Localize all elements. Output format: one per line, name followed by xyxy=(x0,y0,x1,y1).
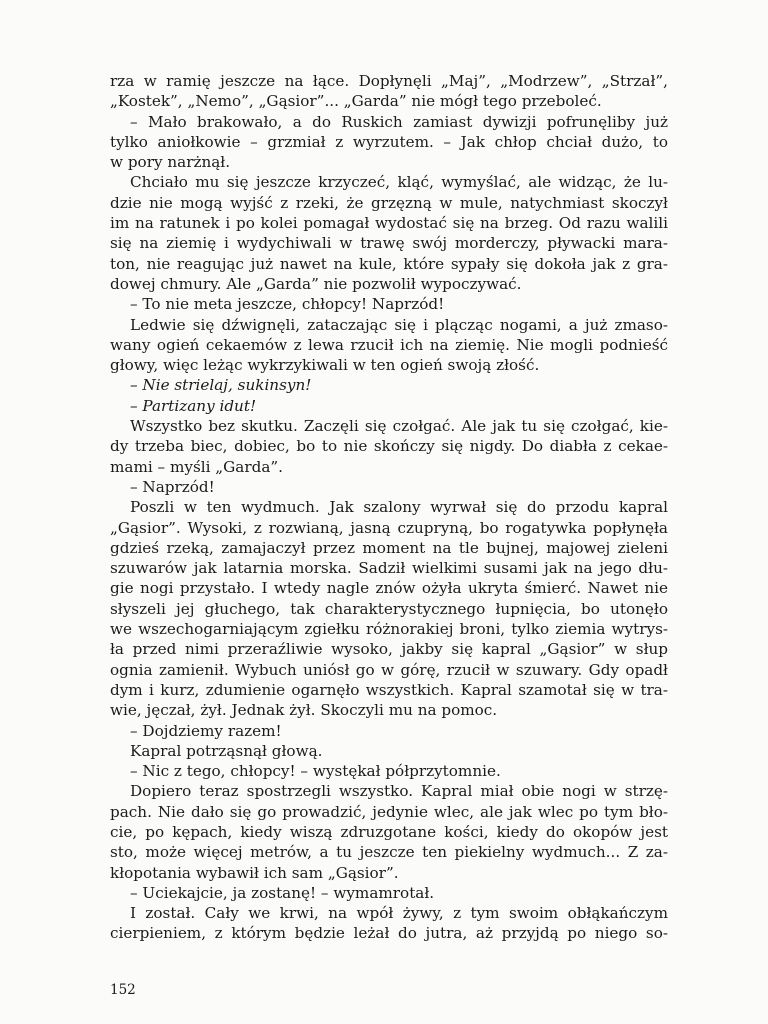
text-line: się na ziemię i wydychiwali w trawę swój morderczy, pływacki mara- xyxy=(110,234,668,253)
text-line: Chciało mu się jeszcze krzyczeć, kląć, wymyślać, ale widząc, że lu- xyxy=(130,173,668,192)
text-line: gie nogi przystało. I wtedy nagle znów ożyła ukryta śmierć. Nawet nie xyxy=(110,579,668,598)
text-line: – Uciekajcie, ja zostanę! – wymamrotał. xyxy=(130,883,435,902)
text-line: ła przed nimi przeraźliwie wysoko, jakby się kapral „Gąsior” w słup xyxy=(110,640,668,659)
text-line: „Kostek”, „Nemo”, „Gąsior”... „Garda” nie mógł tego przeboleć. xyxy=(110,92,602,111)
text-line: głowy, więc leżąc wykrzykiwali w ten ogień swoją złość. xyxy=(110,356,540,375)
text-line: ton, nie reagując już nawet na kule, które sypały się dokoła jak z gra- xyxy=(110,254,668,273)
text-line: cierpieniem, z którym będzie leżał do jutra, aż przyjdą po niego so- xyxy=(110,924,668,943)
text-line: ognia zamienił. Wybuch uniósł go w górę, rzucił w szuwary. Gdy opadł xyxy=(110,660,668,679)
text-line: słyszeli jej głuchego, tak charakterystycznego łupnięcia, bo utonęło xyxy=(110,599,668,618)
text-line: – Mało brakowało, a do Ruskich zamiast dywizji pofrunęliby już xyxy=(130,112,668,131)
text-line: Ledwie się dźwignęli, zataczając się i plącząc nogami, a już zmaso- xyxy=(130,315,668,334)
body-text xyxy=(110,71,668,944)
text-line: gdzieś rzeką, zamajaczył przez moment na tle bujnej, majowej zieleni xyxy=(110,538,668,557)
text-line: Kapral potrząsnął głową. xyxy=(130,741,323,760)
text-line: dzie nie mogą wyjść z rzeki, że grzęzną w mule, natychmiast skoczył xyxy=(110,193,668,212)
text-line: „Gąsior”. Wysoki, z rozwianą, jasną czupryną, bo rogatywka popłynęła xyxy=(110,518,668,537)
text-line: – Nie strielaj, sukinsyn! xyxy=(130,376,312,395)
text-line: – To nie meta jeszcze, chłopcy! Naprzód! xyxy=(130,295,445,314)
text-line: Wszystko bez skutku. Zaczęli się czołgać. Ale jak tu się czołgać, kie- xyxy=(130,417,668,436)
text-line: im na ratunek i po kolei pomagał wydostać się na brzeg. Od razu walili xyxy=(110,214,668,233)
text-line: – Naprzód! xyxy=(130,477,215,496)
text-line: rza w ramię jeszcze na łące. Dopłynęli „Maj”, „Modrzew”, „Strzał”, xyxy=(110,72,668,90)
page-number: 152 xyxy=(110,982,136,998)
text-line: Dopiero teraz spostrzegli wszystko. Kapral miał obie nogi w strzę- xyxy=(130,782,668,801)
text-line: sto, może więcej metrów, a tu jeszcze ten piekielny wydmuch... Z za- xyxy=(110,843,668,862)
text-line: – Nic z tego, chłopcy! – wystękał półprzytomnie. xyxy=(130,762,501,781)
text-line: pach. Nie dało się go prowadzić, jedynie wlec, ale jak wlec po tym bło- xyxy=(110,802,668,821)
text-line: kłopotania wybawił ich sam „Gąsior”. xyxy=(110,863,399,882)
text-line: dym i kurz, zdumienie ogarnęło wszystkich. Kapral szamotał się w tra- xyxy=(110,680,668,699)
text-line: we wszechogarniającym zgiełku różnorakiej broni, tylko ziemia wytrys- xyxy=(110,620,668,639)
text-line: wie, jęczał, żył. Jednak żył. Skoczyli mu na pomoc. xyxy=(110,701,498,720)
text-line: szuwarów jak latarnia morska. Sadził wielkimi susami jak na jego dłu- xyxy=(110,559,668,578)
text-line: dy trzeba biec, dobiec, bo to nie skończy się nigdy. Do diabła z cekae- xyxy=(110,437,668,456)
text-line: I został. Cały we krwi, na wpół żywy, z tym swoim obłąkańczym xyxy=(130,904,668,923)
text-line: Poszli w ten wydmuch. Jak szalony wyrwał się do przodu kapral xyxy=(130,498,668,517)
text-line: – Dojdziemy razem! xyxy=(130,721,282,740)
text-line: dowej chmury. Ale „Garda” nie pozwolił wypoczywać. xyxy=(110,274,522,293)
text-line: w pory narżnął. xyxy=(110,153,231,172)
text-line: wany ogień cekaemów z lewa rzucił ich na ziemię. Nie mogli podnieść xyxy=(110,335,668,354)
text-line: – Partizany idut! xyxy=(130,396,257,415)
text-line: cie, po kępach, kiedy wiszą zdruzgotane kości, kiedy do okopów jest xyxy=(110,822,668,841)
text-line: tylko aniołkowie – grzmiał z wyrzutem. – Jak chłop chciał dużo, to xyxy=(110,132,668,151)
text-line: mami – myśli „Garda”. xyxy=(110,457,283,476)
